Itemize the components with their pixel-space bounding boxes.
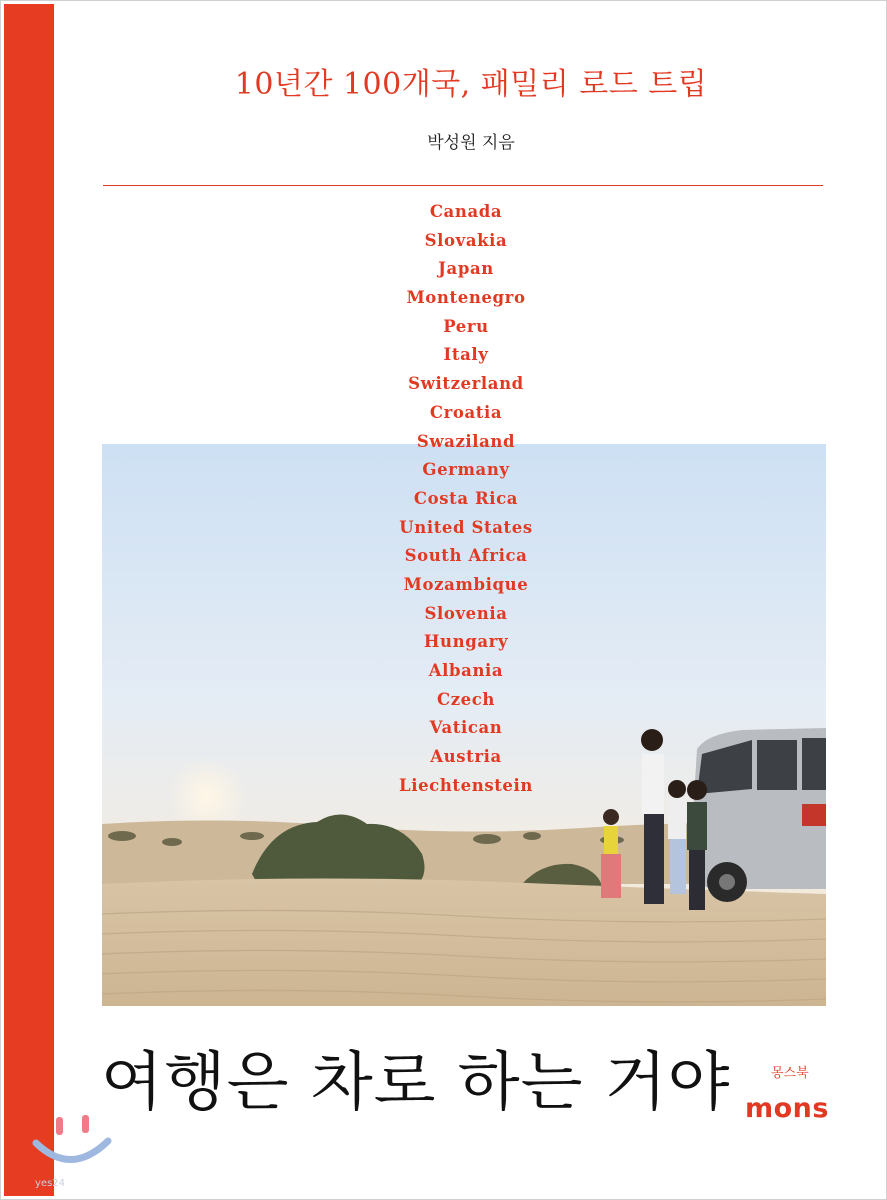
publisher-logo: mons <box>745 1093 829 1124</box>
country-item: Croatia <box>429 402 503 422</box>
country-item: Swaziland <box>416 431 516 451</box>
country-item: Montenegro <box>406 288 526 308</box>
country-item: Vatican <box>429 718 503 738</box>
country-item: Costa Rica <box>413 488 519 508</box>
country-item: Czech <box>436 689 496 709</box>
watermark-text: yes24 <box>35 1178 66 1189</box>
country-item: Slovenia <box>424 603 508 623</box>
country-item: Peru <box>443 316 489 336</box>
country-item: Italy <box>443 345 489 365</box>
country-item: Hungary <box>423 632 509 652</box>
country-item: Liechtenstein <box>399 775 533 795</box>
book-title: 여행은 차로 하는 거야 <box>101 1046 731 1120</box>
country-item: Canada <box>429 202 503 221</box>
country-item: Austria <box>430 747 502 767</box>
book-subtitle: 10년간 100개국, 패밀리 로드 트립 <box>234 67 708 102</box>
country-item: South Africa <box>404 546 528 566</box>
author-name: 박성원 지음 <box>427 133 515 153</box>
red-spine-bar <box>4 4 54 1196</box>
publisher-name-korean: 몽스북 <box>771 1066 809 1081</box>
country-item: Germany <box>422 460 510 480</box>
country-item: Switzerland <box>408 374 524 394</box>
country-item: United States <box>399 517 533 537</box>
country-item: Japan <box>438 259 494 279</box>
country-item: Mozambique <box>403 574 529 594</box>
smiley-face-icon <box>26 1111 116 1181</box>
country-item: Slovakia <box>424 230 508 250</box>
country-item: Albania <box>428 661 504 680</box>
divider-line <box>103 185 823 186</box>
country-list <box>306 198 626 800</box>
